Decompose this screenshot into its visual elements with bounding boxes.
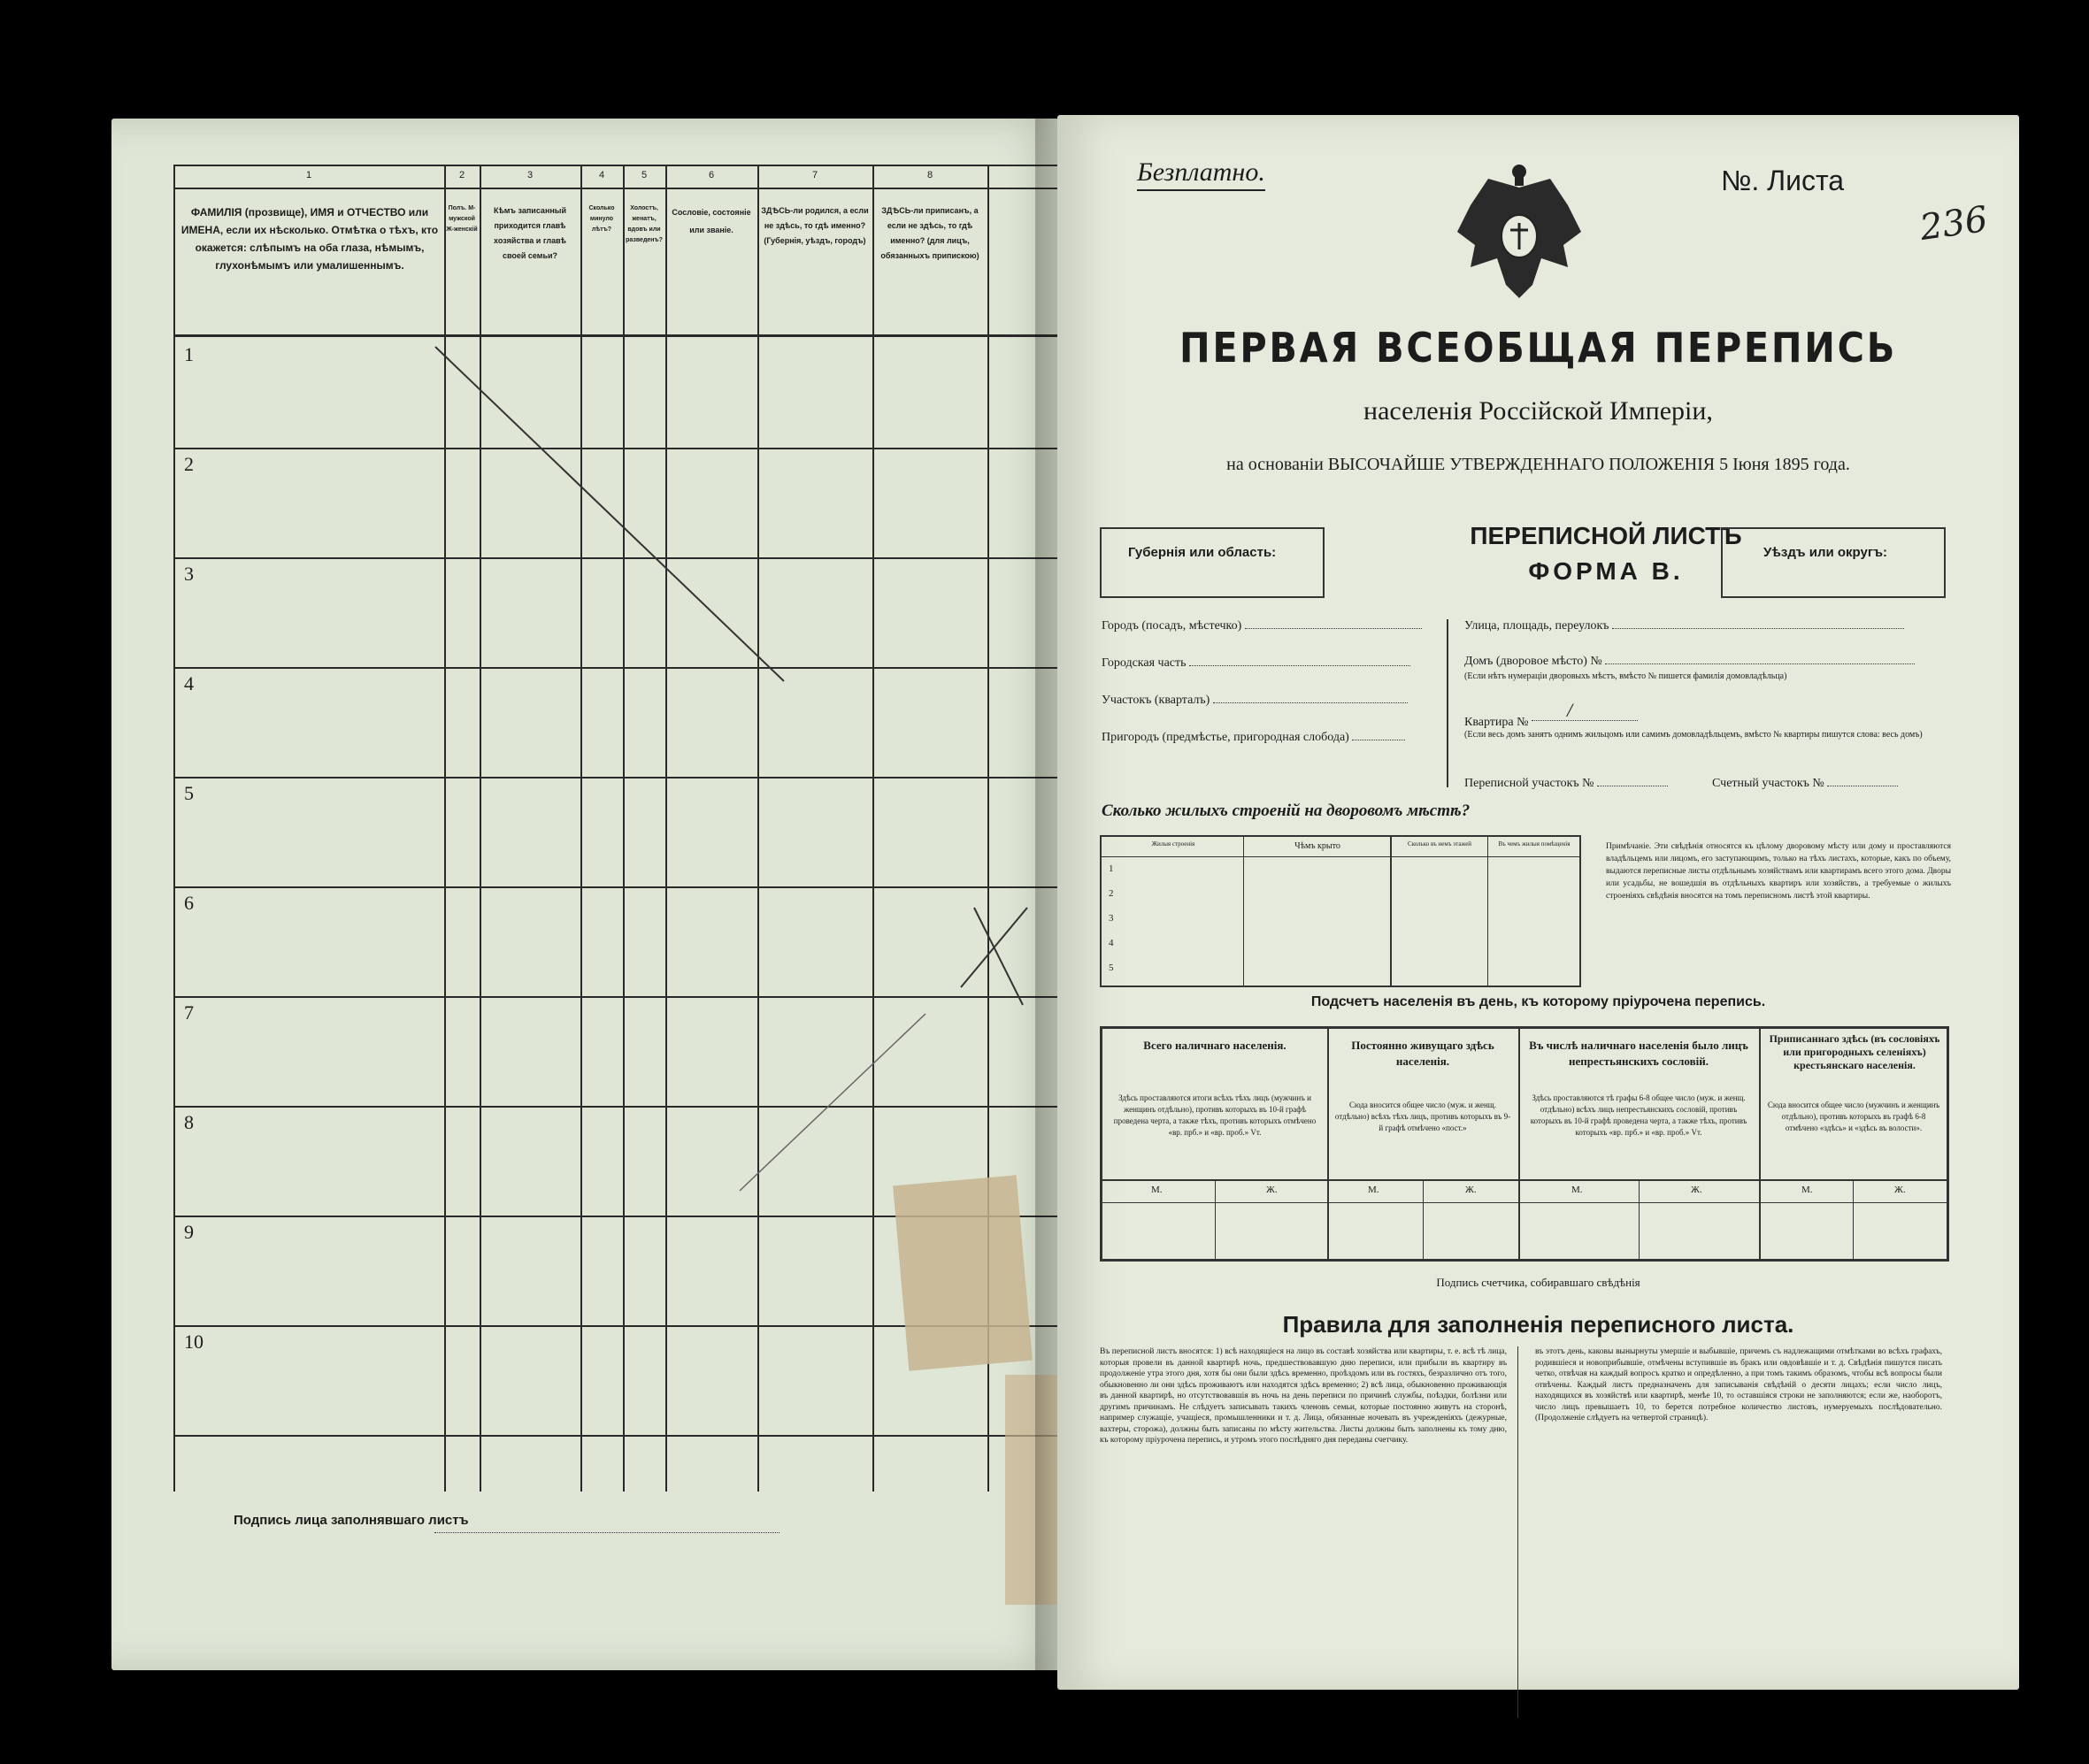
- male-label: М.: [1368, 1185, 1379, 1195]
- row-number: 5: [184, 782, 194, 804]
- buildings-row-number: 5: [1109, 963, 1114, 973]
- filler-signature-label: Подпись лица заполнявшаго листъ: [234, 1513, 469, 1528]
- field-city: Городъ (посадъ, мѣстечко): [1102, 616, 1422, 633]
- column-header-registration: ЗДѢСЬ-ли приписанъ, а если не здѣсь, то гдѣ именно? (для лицъ, обязанныхъ припискою): [880, 206, 979, 260]
- sheet-number-label: №. Листа: [1721, 165, 1845, 196]
- district-label: Уѣздъ или округъ:: [1763, 545, 1888, 560]
- row-number: 8: [184, 1111, 194, 1133]
- buildings-header: Жилыя строенія: [1151, 840, 1195, 847]
- male-label: М.: [1151, 1185, 1163, 1195]
- count-header: Приписаннаго здѣсь (въ сословіяхъ или пригородныхъ селеніяхъ) крестьянскаго населенія.: [1769, 1032, 1940, 1071]
- buildings-row-number: 1: [1109, 863, 1114, 874]
- column-header-marital: Холостъ, женатъ, вдовъ или разведенъ?: [626, 205, 663, 243]
- province-label: Губернія или область:: [1128, 545, 1277, 560]
- census-title: ПЕРВАЯ ВСЕОБЩАЯ ПЕРЕПИСЬ: [1179, 324, 1897, 372]
- row-number: 10: [184, 1331, 204, 1353]
- buildings-header: Сколько въ немъ этажей: [1407, 840, 1472, 847]
- column-header-sex: Полъ. М-мужской Ж-женскій: [446, 205, 478, 233]
- column-header-age: Сколько минуло лѣтъ?: [588, 205, 615, 233]
- female-label: Ж.: [1894, 1185, 1906, 1195]
- left-page: [111, 119, 1063, 1670]
- gratis-label: Безплатно.: [1137, 157, 1265, 191]
- imperial-eagle-icon: [1453, 161, 1586, 303]
- field-census-precinct: Переписной участокъ №: [1464, 773, 1668, 791]
- row-number: 1: [184, 343, 194, 365]
- form-title: ПЕРЕПИСНОЙ ЛИСТЪ: [1470, 522, 1742, 549]
- rules-column-1: Въ переписной листъ вносятся: 1) всѣ находящіеся на лицо въ составѣ хозяйства или квартиры, т. е. всѣ тѣ лица, которыя провели въ данной квартирѣ ночь, предшествовавшую дню переписи, или прибыли въ квартиру въ продолженіе утра этого дня, хотя бы они были здѣсь временно, проѣздомъ или въ гостяхъ, безразлично отъ того, обыкновенно ли они здѣсь проживаютъ или находятся здѣсь временно; 2) всѣ лица, обыкновенно проживающія въ данной квартирѣ, но отсутствовавшія въ ночь на день переписи по причинѣ службы, поѣздки, болѣзни или другимъ причинамъ. Не слѣдуетъ записывать такихъ членовъ семьи, которые постоянно живутъ на сторонѣ, например служащіе, учащіеся, промышленники и т. д. Лица, обязанные ночевать въ учрежденіяхъ (дежурные, вахтеры, сторожа), должны быть записаны по мѣсту жительства. Листы должны быть заполнены къ тому дню, къ которому пріурочена перепись, и утромъ этого послѣдняго дня переданы счетчику.: [1100, 1347, 1507, 1445]
- row-number: 9: [184, 1221, 194, 1243]
- buildings-row-number: 3: [1109, 913, 1114, 924]
- rules-column-2: въ этотъ день, каковы вынырнуты умершіе и выбывшіе, причемъ съ надлежащими отмѣтками во всѣхъ графахъ, родившіеся и новоприбывшіе, отмѣчены вступившіе въ бракъ или овдовѣвшіе и т. д. Свѣдѣнія пишутся писать четко, отвѣчая на каждый вопросъ кратко и опредѣленно, а при томъ такимъ образомъ, чтобы всѣ вопросы были отвѣчены. Каждый листъ предназначенъ для записыванія свѣдѣній о десяти лицахъ; если число лицъ, находящихся въ хозяйствѣ или квартирѣ, менѣе 10, то оставшіяся строки не заполняются; если же, наоборотъ, число лицъ превышаетъ 10, то берется потребное количество листовъ, нумеруемыхъ послѣдовательно. (Продолженіе слѣдуетъ на четвертой страницѣ).: [1535, 1347, 1942, 1423]
- column-number: 2: [458, 170, 465, 180]
- row-number: 6: [184, 892, 194, 914]
- row-number: 4: [184, 672, 194, 694]
- column-number: 7: [811, 170, 818, 180]
- row-number: 2: [184, 453, 194, 475]
- census-basis: на основаніи ВЫСОЧАЙШЕ УТВЕРЖДЕННАГО ПОЛОЖЕНІЯ 5 Іюня 1895 года.: [1226, 455, 1850, 474]
- population-count-table: [1100, 1026, 1949, 1262]
- field-count-precinct: Счетный участокъ №: [1712, 773, 1898, 791]
- tape-mark: [893, 1175, 1033, 1370]
- count-note: Сюда вносится общее число (мужчинъ и женщинъ отдѣльно), противъ которыхъ въ графѣ 6-8 отмѣчено «здѣсь» и «здѣсь въ волости».: [1767, 1101, 1940, 1132]
- buildings-header: Чѣмъ крыто: [1294, 841, 1340, 851]
- address-divider: [1447, 619, 1448, 787]
- buildings-row-number: 4: [1109, 938, 1114, 948]
- count-header: Въ числѣ наличнаго населенія было лицъ непрестьянскихъ сословій.: [1529, 1039, 1748, 1068]
- column-header-relation: Кѣмъ записанный приходится главѣ хозяйства и главѣ своей семьи?: [493, 206, 567, 260]
- counter-signature-label: Подпись счетчика, собиравшаго свѣдѣнія: [1436, 1276, 1640, 1289]
- form-variant: ФОРМА В.: [1528, 557, 1684, 585]
- female-label: Ж.: [1266, 1185, 1278, 1195]
- field-apartment: Квартира № /: [1464, 708, 1638, 730]
- buildings-question: Сколько жилыхъ строеній на дворовомъ мѣстѣ?: [1102, 801, 1471, 820]
- row-number: 3: [184, 563, 194, 585]
- census-subtitle: населенія Россійской Имперіи,: [1363, 396, 1713, 426]
- column-number: 3: [526, 170, 534, 180]
- male-label: М.: [1801, 1185, 1813, 1195]
- count-note: Сюда вносится общее число (муж. и женщ. отдѣльно) всѣхъ тѣхъ лицъ, противъ которыхъ въ 9-й графѣ отмѣчено «пост.»: [1334, 1101, 1511, 1132]
- house-note: (Если нѣтъ нумераціи дворовыхъ мѣстъ, вмѣсто № пишется фамилія домовладѣльца): [1464, 671, 1787, 681]
- buildings-header: Въ чемъ жилыя помѣщенія: [1498, 840, 1571, 847]
- count-note: Здѣсь проставляются итоги всѣхъ тѣхъ лицъ (мужчинъ и женщинъ отдѣльно), противъ которыхъ въ 10-й графѣ проведена черта, а также тѣхъ, противъ которыхъ отмѣчено «вр. прб.» и «вр. проб.» Vт.: [1113, 1093, 1317, 1137]
- rules-divider: [1517, 1346, 1518, 1718]
- field-suburb: Пригородъ (предмѣстье, пригородная слобода): [1102, 727, 1405, 745]
- buildings-table: [1100, 835, 1581, 987]
- district-box: [1721, 527, 1946, 598]
- handwritten-sheet-number: 236: [1917, 198, 1991, 249]
- rules-title: Правила для заполненія переписного листа.: [1282, 1311, 1794, 1338]
- field-precinct: Участокъ (кварталъ): [1102, 690, 1408, 708]
- buildings-remark: Примѣчаніе. Эти свѣдѣнія относятся къ цѣлому дворовому мѣсту или дому и проставляются владѣльцемъ или лицомъ, его заступающимъ, только на тѣхъ листахъ, которые, какъ по объему, выдаются переписные листы отдѣльнымъ хозяйствамъ или квартирамъ всего этого дома. Дворы или усадьбы, не вошедшія въ отдѣльныхъ квартиръ или хозяйствъ, а требуемые о жилыхъ строеніяхъ свѣдѣнія вносятся на томъ переписномъ листѣ этой квартиры.: [1606, 842, 1951, 901]
- signature-line: [434, 1532, 780, 1533]
- province-box: [1100, 527, 1325, 598]
- count-header: Постоянно живущаго здѣсь населенія.: [1351, 1039, 1494, 1068]
- count-header: Всего наличнаго населенія.: [1143, 1039, 1286, 1052]
- right-page: [1057, 115, 2019, 1690]
- row-number: 7: [184, 1001, 194, 1024]
- male-label: М.: [1571, 1185, 1583, 1195]
- field-house: Домъ (дворовое мѣсто) №: [1464, 651, 1915, 669]
- field-city-part: Городская часть: [1102, 653, 1410, 671]
- field-street: Улица, площадь, переулокъ: [1464, 616, 1904, 633]
- female-label: Ж.: [1465, 1185, 1477, 1195]
- column-number: 4: [598, 170, 605, 180]
- apartment-note: (Если весь домъ занятъ однимъ жильцомъ или самимъ домовладѣльцемъ, вмѣсто № квартиры пишутся слова: весь домъ): [1464, 730, 1923, 740]
- population-count-title: Подсчетъ населенія въ день, къ которому пріурочена перепись.: [1310, 994, 1766, 1009]
- column-number: 6: [708, 170, 715, 180]
- female-label: Ж.: [1691, 1185, 1702, 1195]
- column-header-estate: Сословіе, состояніе или званіе.: [672, 208, 751, 234]
- column-header-birthplace: ЗДѢСЬ-ли родился, а если не здѣсь, то гдѣ именно? (Губернія, уѣздъ, городъ): [761, 206, 869, 245]
- column-number: 1: [305, 170, 312, 180]
- count-note: Здѣсь проставляются тѣ графы 6-8 общее число (муж. и женщ. отдѣльно) всѣхъ лицъ непрестьянскихъ сословій, противъ которыхъ въ 10-й графѣ проведена черта, а также тѣхъ, противъ которыхъ «вр. прб.» и «вр. проб.» Vт.: [1530, 1093, 1747, 1137]
- column-number: 8: [926, 170, 933, 180]
- buildings-row-number: 2: [1109, 888, 1114, 899]
- column-number: 5: [641, 170, 648, 180]
- column-header-name: ФАМИЛІЯ (прозвище), ИМЯ и ОТЧЕСТВО или ИМЕНА, если их нѣсколько. Отмѣтка о тѣхъ, кто окажется: слѣпымъ на оба глаза, нѣмымъ, глухонѣмымъ или умалишеннымъ.: [180, 206, 439, 272]
